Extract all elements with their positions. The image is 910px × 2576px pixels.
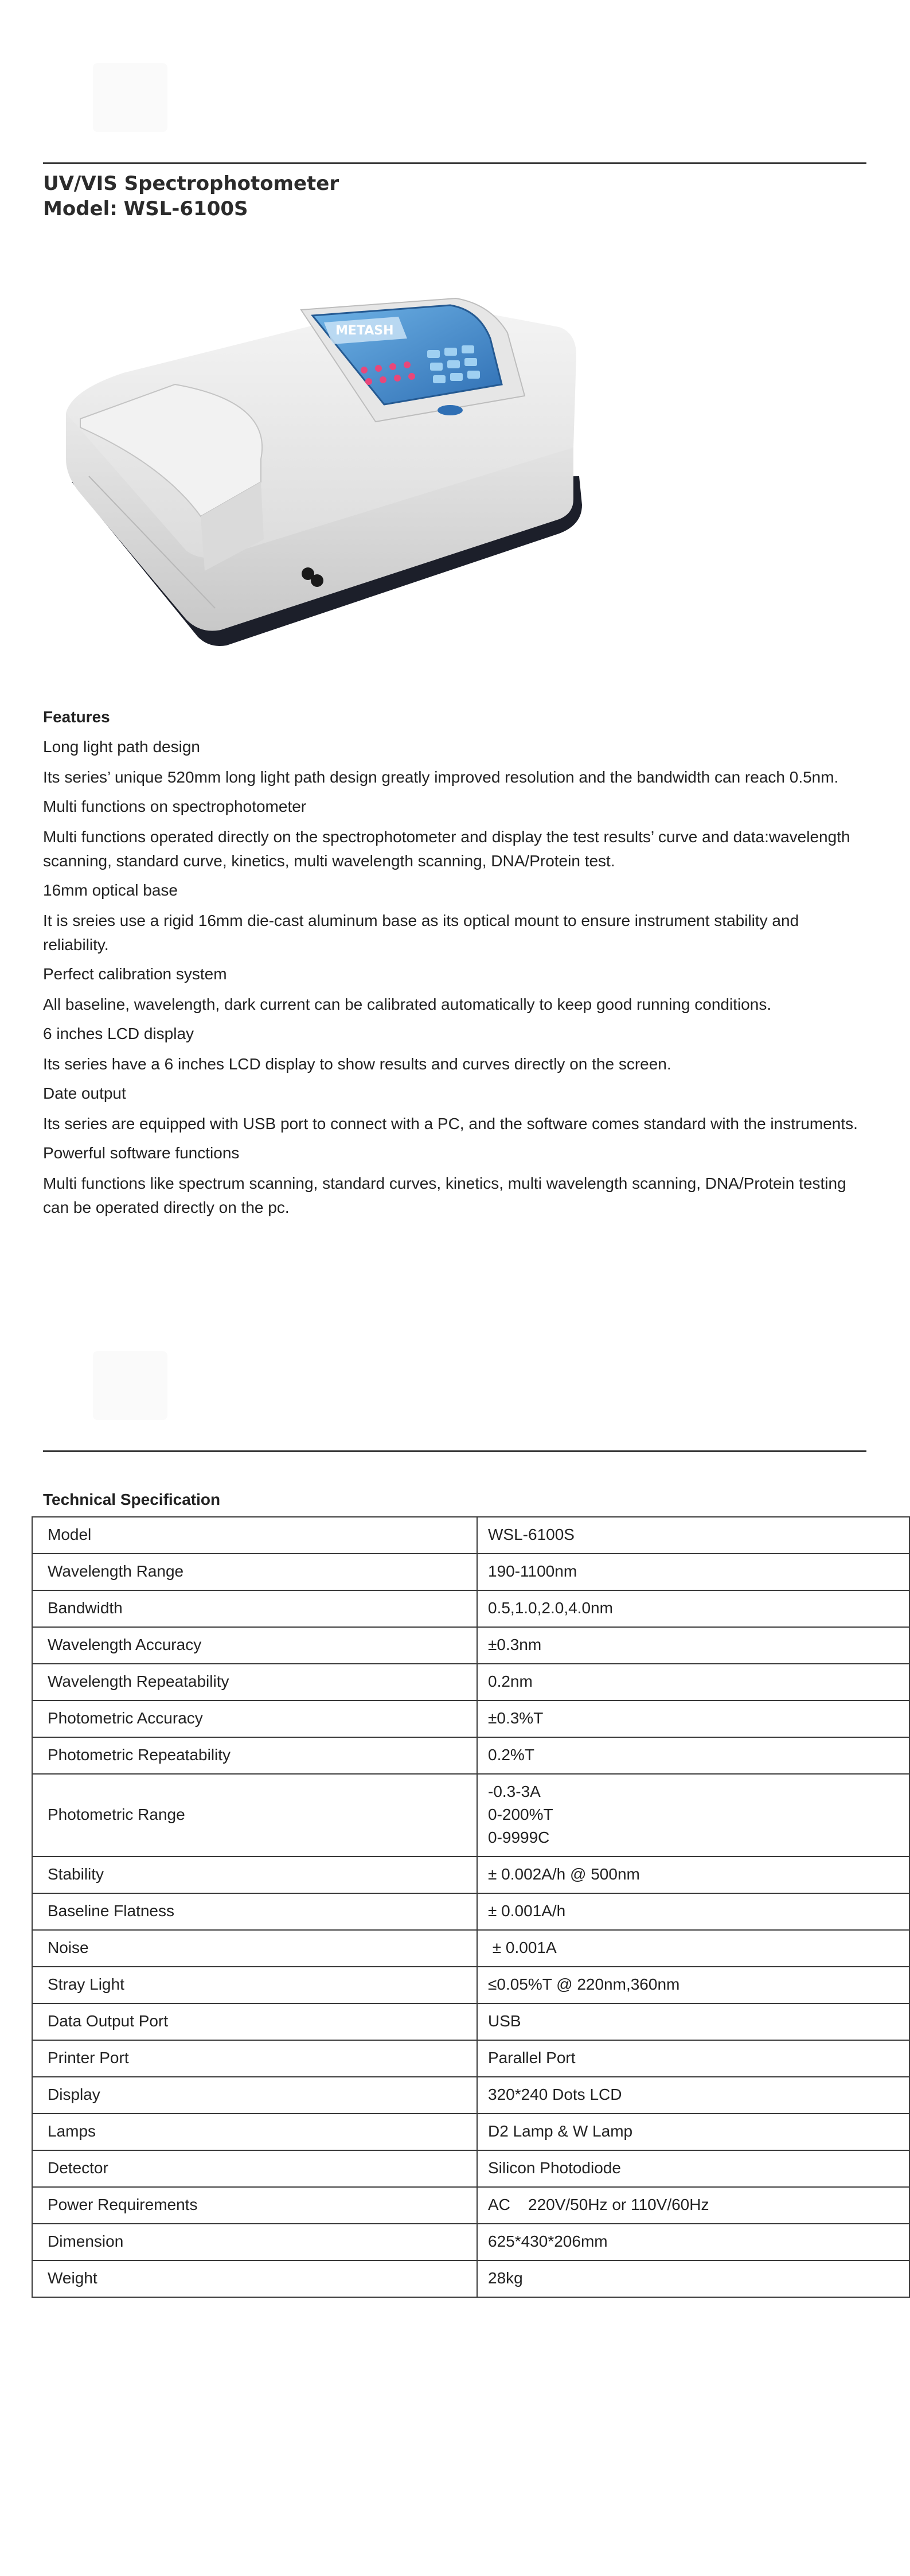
features-heading: Features: [43, 708, 110, 726]
spec-key: Dimension: [32, 2224, 477, 2260]
table-row: [32, 1627, 909, 1664]
feature-title: 16mm optical base: [43, 881, 178, 899]
feature-description: Its series are equipped with USB port to connect with a PC, and the software comes standard with the instruments.: [43, 1115, 858, 1133]
spec-key: Wavelength Range: [32, 1554, 477, 1590]
spec-table: [32, 1516, 910, 2298]
table-row: [32, 2224, 909, 2260]
spec-value: ±0.3nm: [477, 1627, 909, 1664]
feature-title: Date output: [43, 1084, 126, 1102]
spec-key: Bandwidth: [32, 1590, 477, 1627]
spec-key: Stability: [32, 1857, 477, 1893]
spec-value: ≤0.05%T @ 220nm,360nm: [477, 1967, 909, 2003]
document-title: UV/VIS Spectrophotometer: [43, 172, 339, 195]
spec-key: Power Requirements: [32, 2187, 477, 2224]
spec-key: Wavelength Repeatability: [32, 1664, 477, 1701]
table-row: [32, 2077, 909, 2114]
spec-key: Lamps: [32, 2114, 477, 2150]
spec-value: 625*430*206mm: [477, 2224, 909, 2260]
spec-key: Data Output Port: [32, 2003, 477, 2040]
table-row: [32, 1664, 909, 1701]
spec-value: D2 Lamp & W Lamp: [477, 2114, 909, 2150]
spec-value: 28kg: [477, 2260, 909, 2297]
spec-key: Model: [32, 1517, 477, 1554]
feature-description: It is sreies use a rigid 16mm die-cast aluminum base as its optical mount to ensure instrument stability and reliability.: [43, 912, 799, 954]
feature-description: Multi functions like spectrum scanning, standard curves, kinetics, multi wavelength scanning, DNA/Protein testing can be operated directly on the pc.: [43, 1174, 846, 1216]
spec-value: WSL-6100S: [477, 1517, 909, 1554]
spec-value: ± 0.002A/h @ 500nm: [477, 1857, 909, 1893]
spec-value: ± 0.001A: [477, 1930, 909, 1967]
table-row: [32, 1857, 909, 1893]
page2-rule: [43, 1450, 866, 1452]
model-line: [43, 196, 248, 221]
spec-key: Photometric Repeatability: [32, 1737, 477, 1774]
spec-key: Photometric Accuracy: [32, 1701, 477, 1737]
feature-description: Its series have a 6 inches LCD display to show results and curves directly on the screen.: [43, 1055, 671, 1073]
spec-key: Baseline Flatness: [32, 1893, 477, 1930]
feature-description: Its series’ unique 520mm long light path design greatly improved resolution and the bandwidth can reach 0.5nm.: [43, 768, 839, 786]
spec-key: Stray Light: [32, 1967, 477, 2003]
spectrophotometer-image: [54, 287, 614, 688]
faint-logo-page2: [93, 1351, 167, 1420]
table-row: [32, 2114, 909, 2150]
spec-value: Parallel Port: [477, 2040, 909, 2077]
spec-value: 0.5,1.0,2.0,4.0nm: [477, 1590, 909, 1627]
table-row: [32, 1590, 909, 1627]
spec-key: Detector: [32, 2150, 477, 2187]
brand-label: METASH: [335, 324, 394, 338]
model-label: Model:: [43, 197, 118, 220]
faint-logo-top: [93, 63, 167, 132]
spec-value: ± 0.001A/h: [477, 1893, 909, 1930]
spec-value-line: 0-9999C: [488, 1828, 550, 1846]
table-row: [32, 1967, 909, 2003]
table-row: [32, 2150, 909, 2187]
table-row: [32, 1737, 909, 1774]
features-section: [43, 706, 869, 1225]
spec-value: 0.2nm: [477, 1664, 909, 1701]
spec-key: Photometric Range: [32, 1774, 477, 1857]
spec-value: Silicon Photodiode: [477, 2150, 909, 2187]
spec-heading: Technical Specification: [43, 1491, 221, 1508]
spec-value-line: -0.3-3A: [488, 1783, 541, 1800]
spec-value: 320*240 Dots LCD: [477, 2077, 909, 2114]
table-row: [32, 2187, 909, 2224]
spec-value-line: 0-200%T: [488, 1805, 553, 1823]
feature-title: Multi functions on spectrophotometer: [43, 797, 307, 815]
table-row: [32, 2003, 909, 2040]
spec-value: 0.2%T: [477, 1737, 909, 1774]
header-rule: [43, 162, 866, 164]
feature-title: Perfect calibration system: [43, 965, 227, 983]
table-row: [32, 1930, 909, 1967]
spec-key: Weight: [32, 2260, 477, 2297]
table-row: [32, 1893, 909, 1930]
spec-key: Printer Port: [32, 2040, 477, 2077]
model-value: WSL-6100S: [123, 197, 248, 220]
table-row: [32, 1517, 909, 1554]
feature-description: Multi functions operated directly on the spectrophotometer and display the test results’ curve and data:wavelength scanning, standard curve, kinetics, multi wavelength scanning, DNA/Protein test.: [43, 828, 850, 870]
feature-title: Powerful software functions: [43, 1144, 240, 1162]
spec-value: ±0.3%T: [477, 1701, 909, 1737]
spec-value: [477, 1774, 909, 1857]
spec-key: Noise: [32, 1930, 477, 1967]
feature-description: All baseline, wavelength, dark current can be calibrated automatically to keep good running conditions.: [43, 995, 772, 1013]
table-row: [32, 1554, 909, 1590]
feature-title: Long light path design: [43, 738, 200, 756]
table-row: [32, 2260, 909, 2297]
spec-value: USB: [477, 2003, 909, 2040]
spec-value: 190-1100nm: [477, 1554, 909, 1590]
table-row: [32, 2040, 909, 2077]
spec-key: Wavelength Accuracy: [32, 1627, 477, 1664]
feature-title: 6 inches LCD display: [43, 1025, 194, 1042]
spec-key: Display: [32, 2077, 477, 2114]
table-row: [32, 1774, 909, 1857]
table-row: [32, 1701, 909, 1737]
spec-value: AC 220V/50Hz or 110V/60Hz: [477, 2187, 909, 2224]
